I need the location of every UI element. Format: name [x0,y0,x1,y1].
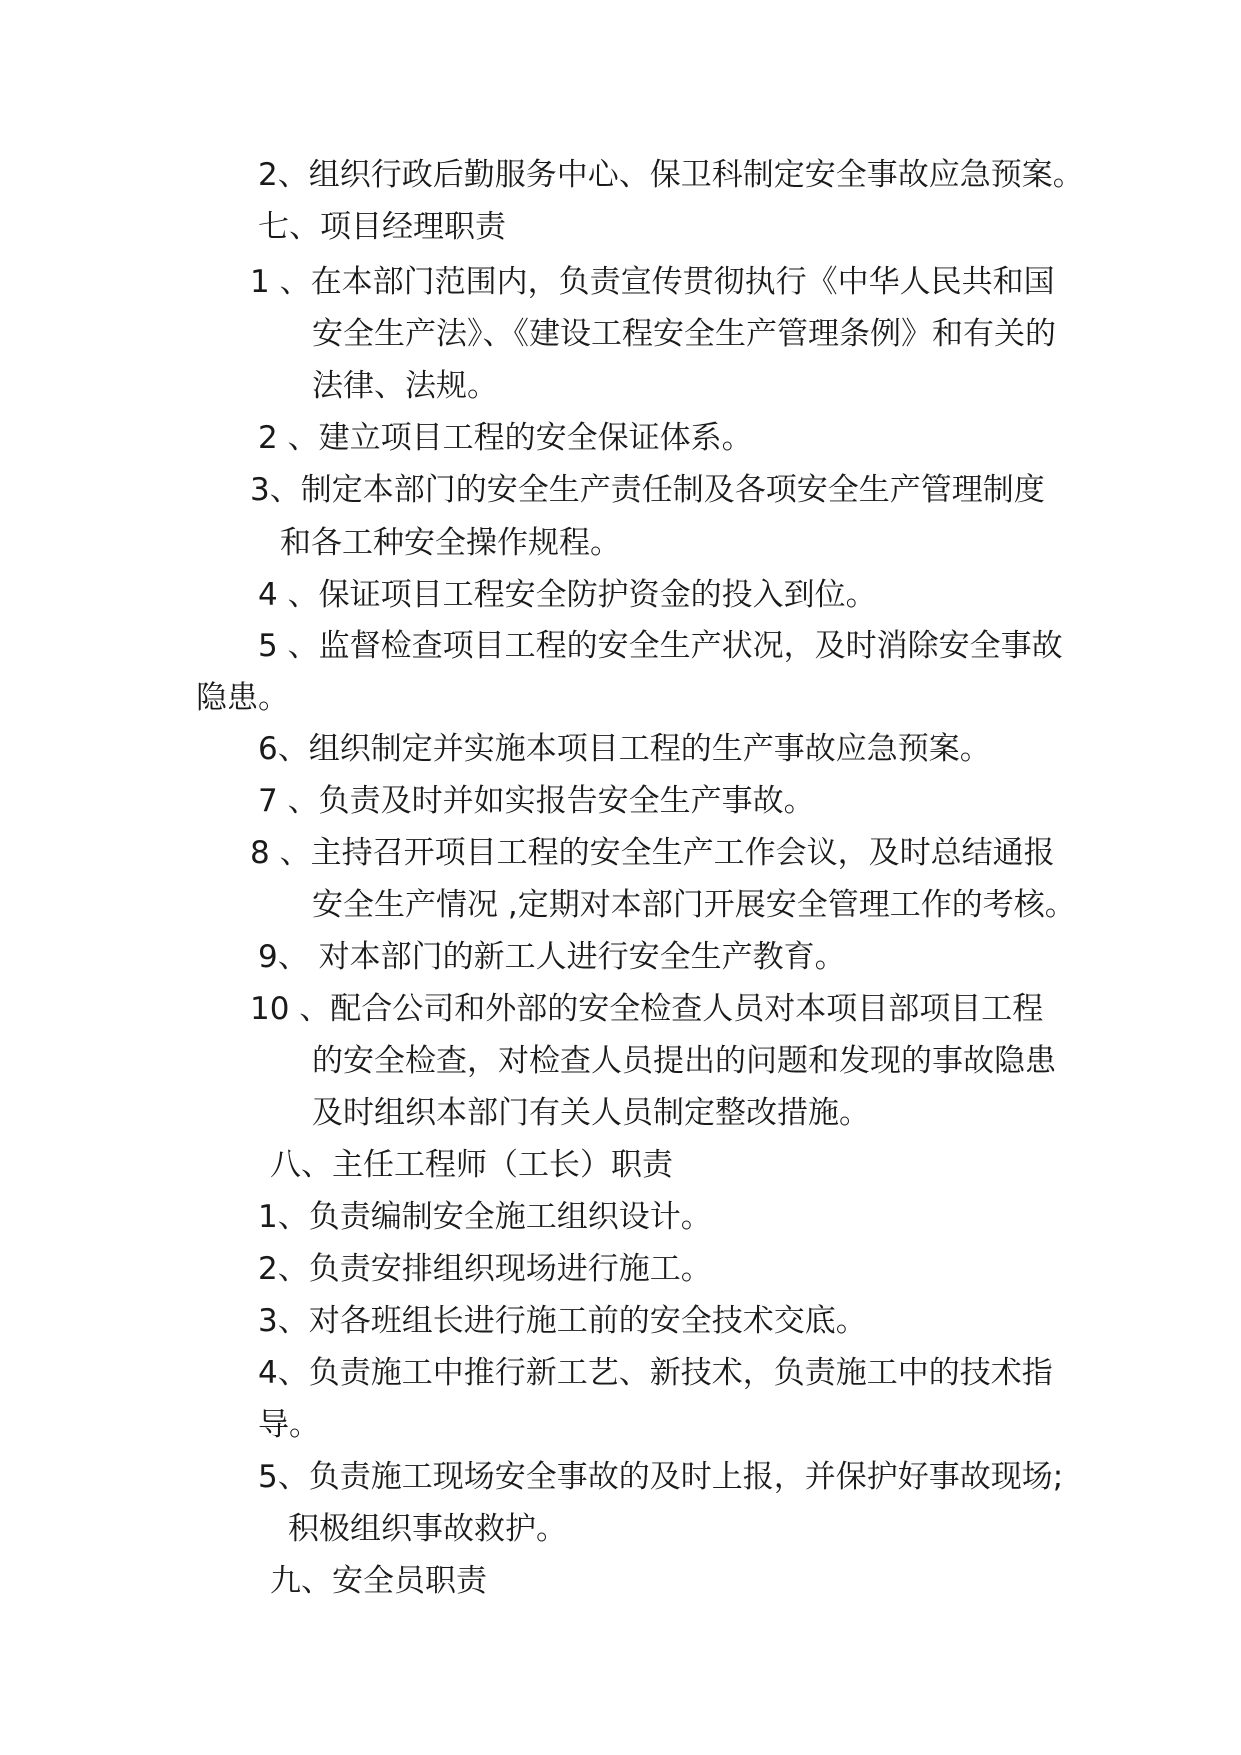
text-line: 6、组织制定并实施本项目工程的生产事故应急预案。 [258,731,991,767]
text-line: 10 、配合公司和外部的安全检查人员对本项目部项目工程 [250,991,1044,1027]
text-line: 的安全检查，对检查人员提出的问题和发现的事故隐患 [312,1043,1056,1079]
text-line: 3、制定本部门的安全生产责任制及各项安全生产管理制度 [250,472,1045,508]
text-line: 积极组织事故救护。 [288,1511,567,1547]
section-heading: 八、主任工程师（工长）职责 [270,1147,673,1183]
text-line: 1、负责编制安全施工组织设计。 [258,1199,712,1235]
text-line: 5、负责施工现场安全事故的及时上报，并保护好事故现场; [258,1459,1064,1495]
text-line: 安全生产法》、《建设工程安全生产管理条例》和有关的 [312,316,1056,352]
text-line: 3、对各班组长进行施工前的安全技术交底。 [258,1303,867,1339]
text-line: 导。 [258,1407,320,1443]
text-line: 1 、在本部门范围内，负责宣传贯彻执行《中华人民共和国 [250,264,1055,300]
text-line: 2 、建立项目工程的安全保证体系。 [258,420,753,456]
text-line: 7 、负责及时并如实报告安全生产事故。 [258,783,815,819]
text-line: 及时组织本部门有关人员制定整改措施。 [312,1095,870,1131]
text-line: 4、负责施工中推行新工艺、新技术，负责施工中的技术指 [258,1355,1053,1391]
text-line: 8 、主持召开项目工程的安全生产工作会议，及时总结通报 [250,835,1055,871]
text-line: 法律、法规。 [312,368,498,404]
text-line: 安全生产情况 ,定期对本部门开展安全管理工作的考核。 [312,887,1076,923]
text-line: 4 、保证项目工程安全防护资金的投入到位。 [258,577,877,613]
text-line: 5 、监督检查项目工程的安全生产状况，及时消除安全事故 [258,628,1063,664]
text-line: 2、负责安排组织现场进行施工。 [258,1251,712,1287]
section-heading: 九、安全员职责 [270,1563,487,1599]
text-line: 隐患。 [196,680,289,716]
text-line: 9、 对本部门的新工人进行安全生产教育。 [258,939,846,975]
section-heading: 七、项目经理职责 [258,209,506,245]
text-line: 2、组织行政后勤服务中心、保卫科制定安全事故应急预案。 [258,157,1084,193]
text-line: 和各工种安全操作规程。 [280,525,621,561]
